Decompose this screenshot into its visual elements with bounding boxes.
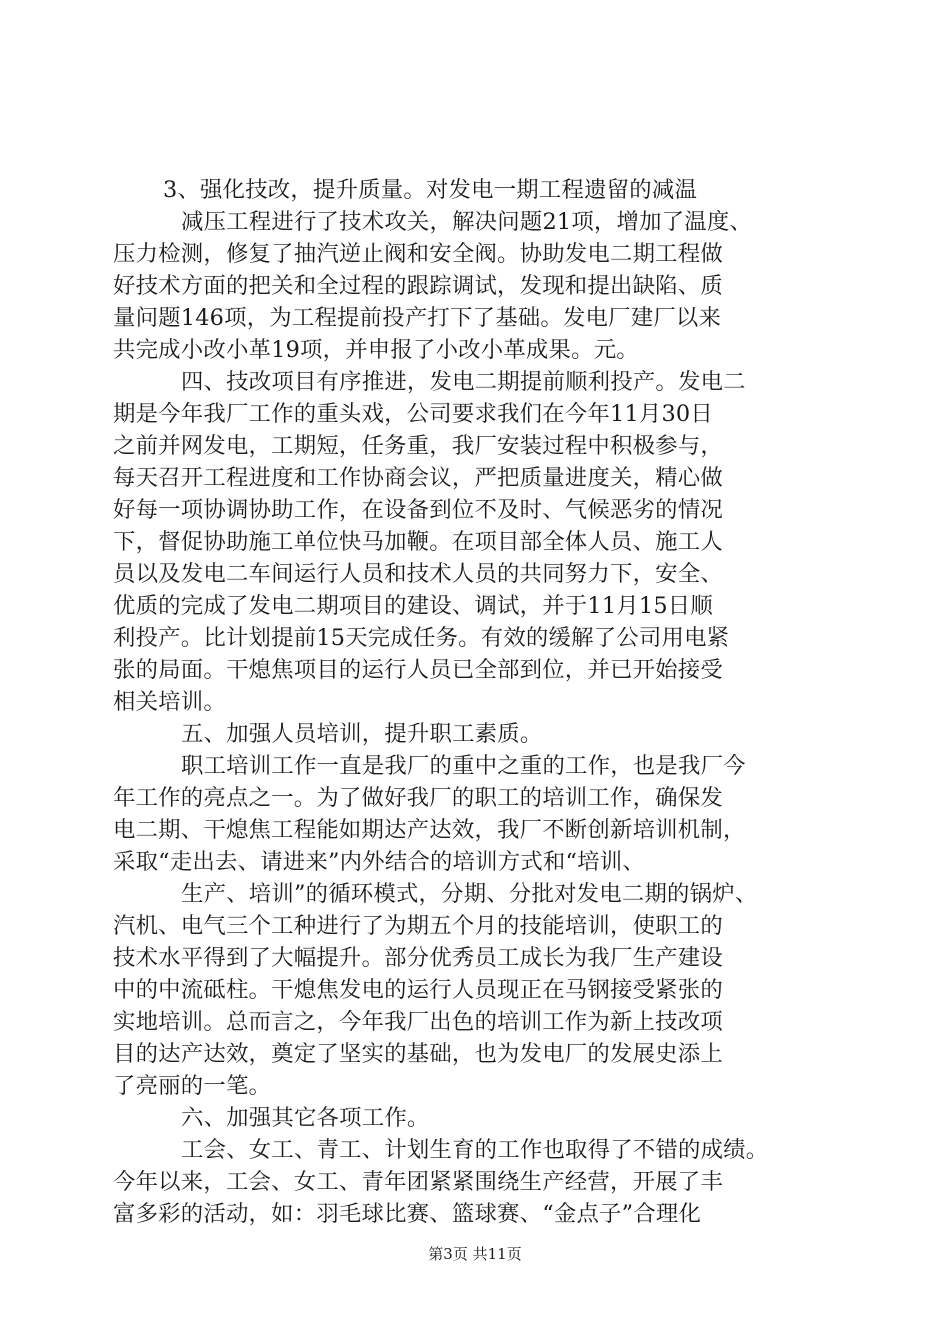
text-line: 共完成小改小革19项，并申报了小改小革成果。元。 (113, 337, 639, 363)
text-line: 了亮丽的一笔。 (113, 1073, 272, 1099)
page-footer: 第3页 共11页 (428, 1245, 522, 1263)
text-line: 职工培训工作一直是我厂的重中之重的工作，也是我厂今 (181, 753, 746, 779)
text-line: 采取“走出去、请进来”内外结合的培训方式和“培训、 (113, 849, 645, 875)
text-line: 工会、女工、青工、计划生育的工作也取得了不错的成绩。 (181, 1137, 769, 1163)
text-line: 好每一项协调协助工作，在设备到位不及时、气候恶劣的情况 (113, 497, 723, 523)
text-line: 电二期、干熄焦工程能如期达产达效，我厂不断创新培训机制， (113, 817, 746, 843)
text-line: 优质的完成了发电二期项目的建设、调试，并于11月15日顺 (113, 593, 713, 619)
text-line: 今年以来，工会、女工、青年团紧紧围绕生产经营，开展了丰 (113, 1169, 723, 1195)
text-line: 相关培训。 (113, 689, 226, 715)
text-line: 量问题146项，为工程提前投产打下了基础。发电厂建厂以来 (113, 305, 722, 331)
text-line: 好技术方面的把关和全过程的跟踪调试，发现和提出缺陷、质 (113, 273, 723, 299)
text-line: 减压工程进行了技术攻关，解决问题21项，增加了温度、 (181, 209, 753, 235)
text-line: 年工作的亮点之一。为了做好我厂的职工的培训工作，确保发 (113, 785, 723, 811)
text-line: 富多彩的活动，如：羽毛球比赛、篮球赛、“金点子”合理化 (113, 1201, 702, 1227)
text-line: 每天召开工程进度和工作协商会议，严把质量进度关，精心做 (113, 465, 723, 491)
text-line: 实地培训。总而言之，今年我厂出色的培训工作为新上技改项 (113, 1009, 723, 1035)
text-line: 汽机、电气三个工种进行了为期五个月的技能培训，使职工的 (113, 913, 723, 939)
text-line: 期是今年我厂工作的重头戏，公司要求我们在今年11月30日 (113, 401, 713, 427)
text-line: 下，督促协助施工单位快马加鞭。在项目部全体人员、施工人 (113, 529, 723, 555)
text-line: 张的局面。干熄焦项目的运行人员已全部到位，并已开始接受 (113, 657, 723, 683)
text-line: 四、技改项目有序推进，发电二期提前顺利投产。发电二 (181, 369, 746, 395)
text-line: 3、强化技改，提升质量。对发电一期工程遗留的减温 (163, 177, 698, 203)
text-line: 压力检测，修复了抽汽逆止阀和安全阀。协助发电二期工程做 (113, 241, 723, 267)
text-line: 生产、培训”的循环模式，分期、分批对发电二期的锅炉、 (181, 881, 758, 907)
text-line: 员以及发电二车间运行人员和技术人员的共同努力下，安全、 (113, 561, 723, 587)
text-line: 目的达产达效，奠定了坚实的基础，也为发电厂的发展史添上 (113, 1041, 723, 1067)
text-line: 技术水平得到了大幅提升。部分优秀员工成长为我厂生产建设 (113, 945, 723, 971)
text-line: 中的中流砥柱。干熄焦发电的运行人员现正在马钢接受紧张的 (113, 977, 723, 1003)
text-line: 之前并网发电，工期短，任务重，我厂安装过程中积极参与， (113, 433, 723, 459)
text-line: 利投产。比计划提前15天完成任务。有效的缓解了公司用电紧 (113, 625, 730, 651)
section-heading: 五、加强人员培训，提升职工素质。 (181, 721, 543, 747)
section-heading: 六、加强其它各项工作。 (181, 1105, 430, 1131)
